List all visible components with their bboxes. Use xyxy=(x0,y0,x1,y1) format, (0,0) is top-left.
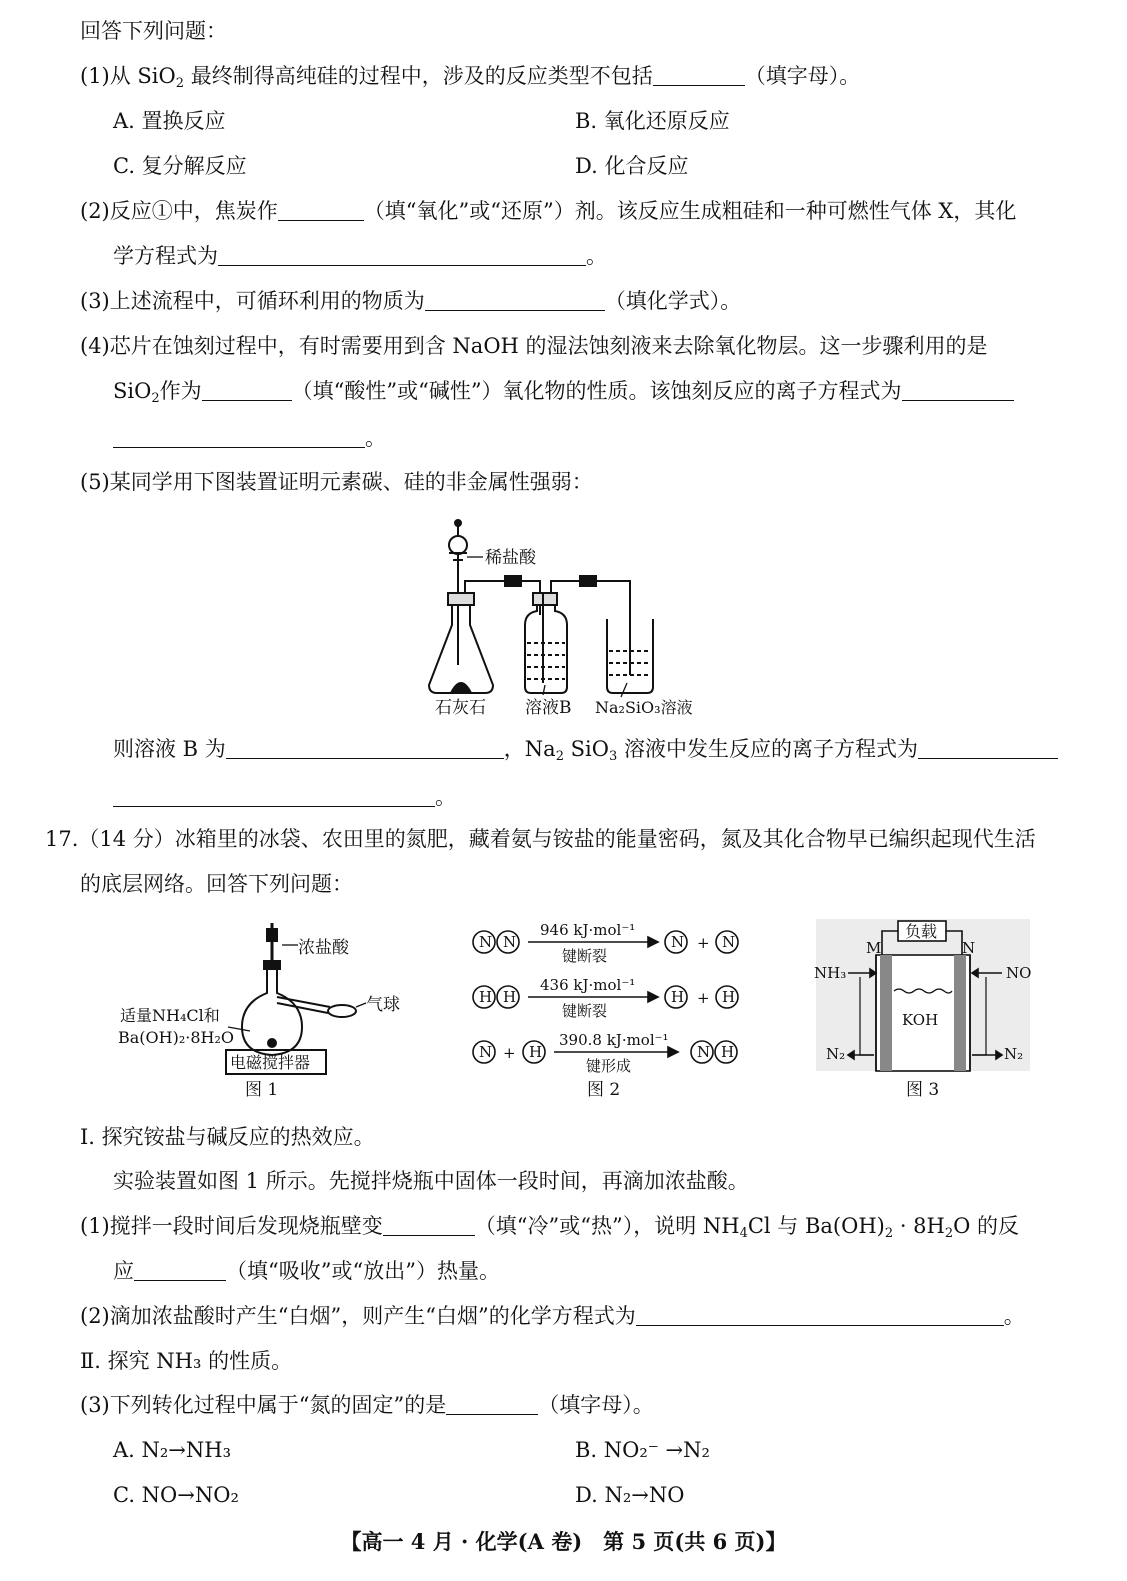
q17-line1: 17.（14 分）冰箱里的冰袋、农田里的氮肥，藏着氨与铵盐的能量密码，氮及其化合物早已编织起现代生活 xyxy=(45,827,1036,851)
q5-equation-blank-1[interactable] xyxy=(918,736,1058,759)
svg-text:H: H xyxy=(503,988,517,1006)
q5-line1: (5)某同学用下图装置证明元素碳、硅的非金属性强弱： xyxy=(80,470,593,494)
label-h2-type: 键断裂 xyxy=(562,1002,608,1020)
label-h2-energy: 436 kJ·mol⁻¹ xyxy=(540,976,636,994)
q4-line3: 。 xyxy=(113,424,386,452)
q1-option-d: D. 化合反应 xyxy=(575,154,689,178)
label-n2-type: 键断裂 xyxy=(562,947,608,965)
svg-text:H: H xyxy=(671,988,685,1006)
q5-solution-b-blank[interactable] xyxy=(226,736,504,759)
label-n2-right: N₂ xyxy=(1004,1045,1024,1063)
intro: 回答下列问题： xyxy=(80,19,227,43)
q1-stem: (1)从 SiO$_2$ 最终制得高纯硅的过程中，涉及的反应类型不包括 （填字母）。 xyxy=(80,64,861,91)
label-koh: KOH xyxy=(902,1011,939,1029)
part-i-q2: (2)滴加浓盐酸时产生“白烟”，则产生“白烟”的化学方程式为 。 xyxy=(80,1304,1025,1328)
fig1-caption: 图 1 xyxy=(245,1080,279,1100)
label-electrode-n: N xyxy=(962,939,976,957)
label-balloon: 气球 xyxy=(366,995,400,1015)
q2-line1: (2)反应①中，焦炭作 （填“氧化”或“还原”）剂。该反应生成粗硅和一种可燃性气体 X，其化 xyxy=(80,199,1017,223)
q5-equation-blank-2[interactable] xyxy=(113,784,435,807)
q3-answer-blank[interactable] xyxy=(425,288,605,311)
label-reagent-1: 适量NH₄Cl和 xyxy=(120,1006,220,1025)
q5-line3: 。 xyxy=(113,783,456,811)
figure-3 xyxy=(810,915,1050,1105)
part-i-q1-blank-1[interactable] xyxy=(383,1213,475,1236)
figure-1 xyxy=(110,915,410,1105)
q3-line: (3)上述流程中，可循环利用的物质为 （填化学式）。 xyxy=(80,289,742,313)
q17-line2: 的底层网络。回答下列问题： xyxy=(80,872,353,896)
svg-text:H: H xyxy=(721,1043,735,1061)
q1-option-b: B. 氧化还原反应 xyxy=(575,109,730,133)
label-na2sio3: Na₂SiO₃溶液 xyxy=(595,698,693,717)
label-n2-energy: 946 kJ·mol⁻¹ xyxy=(540,921,636,939)
svg-text:N: N xyxy=(479,933,493,951)
svg-text:N: N xyxy=(479,1043,493,1061)
svg-text:+: + xyxy=(697,989,710,1007)
label-solution-b: 溶液B xyxy=(525,698,572,718)
label-reagent-2: Ba(OH)₂·8H₂O xyxy=(118,1028,235,1047)
part-i-q1-line1: (1)搅拌一段时间后发现烧瓶壁变 （填“冷”或“热”），说明 $NH_4Cl$ 与 $Ba(OH)_2 \cdot 8H_2O$ 的反 xyxy=(80,1214,1020,1241)
label-n2-left: N₂ xyxy=(826,1045,846,1063)
q1-answer-blank[interactable] xyxy=(653,63,745,86)
page-footer: 【高一 4 月 · 化学(A 卷) 第 5 页(共 6 页)】 xyxy=(340,1529,787,1554)
svg-text:H: H xyxy=(529,1043,543,1061)
label-load: 负载 xyxy=(905,922,938,941)
q2-line2: 学方程式为 。 xyxy=(113,244,607,268)
label-dilute-hcl: 稀盐酸 xyxy=(485,548,536,568)
fig3-caption: 图 3 xyxy=(906,1080,940,1100)
q5-line2: 则溶液 B 为 ，$Na_2$ SiO$_3$ 溶液中发生反应的离子方程式为 xyxy=(113,735,1058,771)
label-nh-type: 键形成 xyxy=(586,1057,632,1075)
label-no: NO xyxy=(1006,964,1032,982)
part-i-desc: 实验装置如图 1 所示。先搅拌烧瓶中固体一段时间，再滴加浓盐酸。 xyxy=(113,1169,749,1193)
svg-text:N: N xyxy=(671,933,685,951)
svg-text:H: H xyxy=(722,988,736,1006)
q2-equation-blank[interactable] xyxy=(218,243,586,266)
q4-line1: (4)芯片在蚀刻过程中，有时需要用到含 NaOH 的湿法蚀刻液来去除氧化物层。这一步骤利用的是 xyxy=(80,334,988,358)
q4-equation-blank-1[interactable] xyxy=(902,378,1014,401)
part-i-q2-blank[interactable] xyxy=(636,1303,1004,1326)
label-conc-hcl: 浓盐酸 xyxy=(298,938,349,958)
svg-text:+: + xyxy=(697,934,710,952)
q4-answer-blank[interactable] xyxy=(202,378,292,401)
part-ii-option-a: A. N₂→NH₃ xyxy=(113,1438,232,1462)
svg-text:N: N xyxy=(503,933,517,951)
label-electrode-m: M xyxy=(866,939,882,957)
part-ii-q3-blank[interactable] xyxy=(446,1392,538,1415)
part-i-title: Ⅰ. 探究铵盐与碱反应的热效应。 xyxy=(80,1125,375,1149)
figure-2 xyxy=(462,915,762,1105)
q2-answer-blank[interactable] xyxy=(278,198,364,221)
label-nh-energy: 390.8 kJ·mol⁻¹ xyxy=(559,1031,669,1049)
fig2-caption: 图 2 xyxy=(587,1080,621,1100)
svg-text:N: N xyxy=(697,1043,711,1061)
q1-option-a: A. 置换反应 xyxy=(113,109,226,133)
q5-apparatus-figure xyxy=(415,515,715,725)
part-ii-title: Ⅱ. 探究 NH₃ 的性质。 xyxy=(80,1349,293,1373)
q4-equation-blank-2[interactable] xyxy=(113,425,365,448)
label-stirrer: 电磁搅拌器 xyxy=(230,1053,311,1072)
q4-line2: SiO$_2$作为 （填“酸性”或“碱性”）氧化物的性质。该蚀刻反应的离子方程式为 xyxy=(113,377,1014,413)
svg-text:+: + xyxy=(503,1044,516,1062)
part-ii-q3: (3)下列转化过程中属于“氮的固定”的是 （填字母）。 xyxy=(80,1393,654,1417)
part-ii-option-d: D. N₂→NO xyxy=(575,1483,685,1507)
label-limestone: 石灰石 xyxy=(435,698,486,718)
svg-text:H: H xyxy=(479,988,493,1006)
part-ii-option-c: C. NO→NO₂ xyxy=(113,1483,239,1507)
part-i-q1-line2: 应 （填“吸收”或“放出”）热量。 xyxy=(113,1259,500,1283)
part-ii-option-b: B. NO₂⁻ →N₂ xyxy=(575,1438,710,1462)
part-i-q1-blank-2[interactable] xyxy=(134,1258,226,1281)
q1-option-c: C. 复分解反应 xyxy=(113,154,247,178)
label-nh3: NH₃ xyxy=(814,964,847,982)
svg-text:N: N xyxy=(722,933,736,951)
